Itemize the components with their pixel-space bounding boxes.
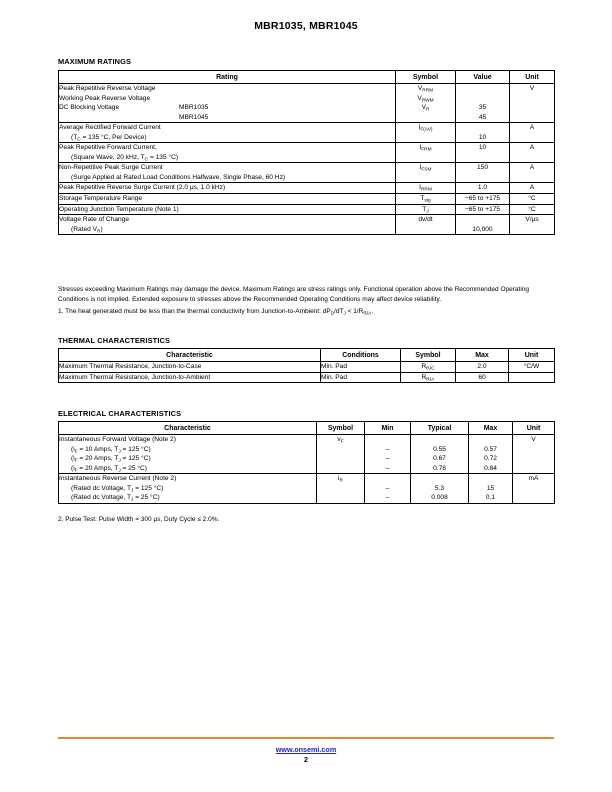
- rating-cell: [59, 84, 396, 123]
- part-label-mbr1035: MBR1035: [179, 104, 209, 112]
- col-header-symbol: Symbol: [317, 422, 365, 435]
- subscript: R: [425, 107, 430, 113]
- value-mbr1045: 45: [478, 113, 487, 121]
- col-header-characteristic: Characteristic: [59, 422, 317, 435]
- subscript: J: [131, 488, 134, 494]
- typical-value: 0.78: [433, 464, 446, 472]
- thermal-characteristics-table: [58, 348, 555, 383]
- symbol-ifav: $I_{F(AV)}$: [418, 124, 433, 133]
- rating-line: Working Peak Reverse Voltage: [59, 94, 151, 102]
- rating-condition: (Rated $V_R$): [71, 225, 103, 234]
- rating-cell: [59, 123, 396, 143]
- table-row: [59, 143, 555, 163]
- subscript: J: [131, 497, 134, 503]
- characteristic-cell: Maximum Thermal Resistance, Junction-to-Case: [59, 362, 321, 373]
- unit-cell: A: [510, 183, 555, 194]
- section-label-electrical-characteristics: ELECTRICAL CHARACTERISTICS: [58, 409, 182, 418]
- col-header-unit: Unit: [510, 71, 555, 84]
- max-value: 15: [486, 484, 495, 492]
- value-text: 10: [478, 133, 487, 141]
- value-cell: −65 to +175: [456, 204, 510, 215]
- subscript: J: [426, 208, 429, 214]
- subscript: stg: [424, 198, 431, 204]
- table-row: [59, 474, 555, 504]
- table-row: [59, 163, 555, 183]
- max-value: 0.57: [484, 445, 497, 453]
- symbol-cell: $i_R$: [317, 474, 365, 504]
- characteristic-condition: (Rated dc Voltage, $T_J = 25$ °C): [71, 494, 160, 503]
- subscript: D: [330, 310, 335, 316]
- symbol-vr: $V_R$: [421, 104, 430, 113]
- col-header-value: Value: [456, 71, 510, 84]
- rating-condition: ($T_C = 135$ °C, Per Device): [71, 133, 147, 143]
- subscript: J: [118, 458, 121, 464]
- characteristic-condition: (Rated dc Voltage, $T_J = 125$ °C): [71, 484, 164, 494]
- unit-cell: °C/W: [509, 362, 555, 373]
- subscript: J: [118, 448, 121, 454]
- note-1: 1. The heat generated must be less than the thermal conductivity from Junction-to-Ambient: $dP_D/dT_J < 1/R_{\theta JA}$.: [58, 308, 374, 316]
- min-cell: [365, 474, 411, 504]
- value-cell: [456, 123, 510, 143]
- note-2-text: 2. Pulse Test: Pulse Width = 300 μs, Duty Cycle ≤ 2.0%.: [58, 516, 220, 523]
- symbol-cell: [396, 84, 456, 123]
- col-header-unit: Unit: [509, 349, 555, 362]
- rating-cell: [59, 143, 396, 163]
- min-value: –: [385, 455, 390, 463]
- typical-value: 0.67: [433, 455, 446, 463]
- unit-cell: V: [513, 435, 555, 474]
- symbol-tstg: $T_{stg}$: [420, 195, 431, 204]
- table-row: [59, 215, 555, 235]
- characteristic-condition: ($i_F = 20$ Amps, $T_J = 25$ °C): [71, 464, 147, 473]
- subscript: θJA: [363, 310, 372, 316]
- max-cell: 2.0: [456, 362, 509, 373]
- table-row: [59, 362, 555, 373]
- symbol-irrm: $I_{RRM}$: [419, 184, 432, 193]
- characteristic-title: Instantaneous Reverse Current (Note 2): [59, 475, 177, 483]
- conditions-cell: Min. Pad: [321, 372, 401, 383]
- col-header-characteristic: Characteristic: [59, 349, 321, 362]
- subscript: F: [74, 467, 78, 473]
- rating-line: [59, 113, 395, 123]
- subscript: J: [343, 310, 346, 316]
- subscript: RWM: [421, 97, 434, 103]
- characteristic-condition: ($i_F = 10$ Amps, $T_J = 125$ °C): [71, 445, 151, 454]
- subscript: F(AV): [420, 127, 433, 133]
- symbol-cell: $R_{\theta JC}$: [401, 362, 456, 373]
- unit-cell: [509, 372, 555, 383]
- characteristic-cell: [59, 435, 317, 474]
- max-cell: [469, 474, 513, 504]
- value-cell: [456, 84, 510, 123]
- col-header-symbol: Symbol: [401, 349, 456, 362]
- table-row: [59, 372, 555, 383]
- characteristic-title: Instantaneous Forward Voltage (Note 2): [59, 436, 176, 443]
- rating-cell: Storage Temperature Range: [59, 194, 396, 205]
- typical-cell: [411, 474, 469, 504]
- col-header-typical: Typical: [411, 422, 469, 435]
- value-cell: −65 to +175: [456, 194, 510, 205]
- unit-cell: A: [510, 143, 555, 163]
- min-cell: [365, 435, 411, 474]
- subscript: C: [144, 157, 149, 163]
- symbol-cell: [396, 194, 456, 205]
- symbol-vrwm: $V_{RWM}$: [417, 94, 434, 103]
- table-header-row: [59, 422, 555, 435]
- symbol-cell: dv/dt: [396, 215, 456, 235]
- stress-note: Stresses exceeding Maximum Ratings may damage the device. Maximum Ratings are stress ratings only. Functional operation above the Recommended Operating Conditions is not implied. Extended exposure to stresses above the Recommended Operating Conditions may affect device reliability.: [58, 286, 529, 303]
- electrical-characteristics-table: [58, 421, 555, 504]
- footer-website-link[interactable]: www.onsemi.com: [275, 745, 337, 754]
- part-label-mbr1045: MBR1045: [179, 113, 209, 121]
- symbol-cell: [396, 123, 456, 143]
- subscript: F: [340, 439, 344, 445]
- symbol-ifrm: $I_{FRM}$: [419, 144, 432, 153]
- subscript: RRM: [421, 187, 432, 193]
- rating-line: Peak Repetitive Reverse Voltage: [59, 85, 156, 92]
- symbol-cell: [396, 204, 456, 215]
- typical-value: 0.008: [431, 494, 448, 502]
- subscript: RRM: [422, 88, 434, 94]
- max-cell: 60: [456, 372, 509, 383]
- typical-value: 5.3: [434, 484, 445, 492]
- characteristic-condition: ($i_F = 20$ Amps, $T_J = 125$ °C): [71, 455, 151, 464]
- min-value: –: [385, 484, 390, 492]
- rating-line: Voltage Rate of Change: [59, 216, 130, 224]
- characteristic-cell: Maximum Thermal Resistance, Junction-to-Ambient: [59, 372, 321, 383]
- section-label-thermal-characteristics: THERMAL CHARACTERISTICS: [58, 336, 171, 345]
- rating-line: [59, 103, 395, 113]
- symbol-cell: [396, 143, 456, 163]
- rating-cell: Peak Repetitive Reverse Surge Current (2.0 μs, 1.0 kHz): [59, 183, 396, 194]
- subscript: C: [77, 137, 81, 143]
- symbol-vrrm: $V_{RRM}$: [417, 85, 434, 94]
- subscript: R: [339, 478, 343, 484]
- max-value: 0.72: [484, 455, 497, 463]
- unit-cell: V/μs: [510, 215, 555, 235]
- col-header-min: Min: [365, 422, 411, 435]
- value-cell: 150: [456, 163, 510, 183]
- value-cell: 10: [456, 143, 510, 163]
- characteristic-cell: [59, 474, 317, 504]
- rating-condition: (Surge Applied at Rated Load Conditions Halfwave, Single Phase, 60 Hz): [71, 173, 286, 181]
- unit-cell: A: [510, 163, 555, 183]
- max-value: 0.84: [484, 464, 497, 472]
- maximum-ratings-table: [58, 70, 555, 235]
- footer-divider: [58, 737, 554, 739]
- table-row: [59, 84, 555, 123]
- symbol-ifsm: $I_{FSM}$: [419, 164, 432, 173]
- subscript: R: [97, 228, 101, 234]
- rating-line: Non-Repetitive Peak Surge Current: [59, 164, 163, 172]
- subscript: FRM: [421, 147, 432, 153]
- table-row: [59, 194, 555, 205]
- col-header-max: Max: [469, 422, 513, 435]
- subscript: θJA: [426, 376, 435, 382]
- unit-cell: V: [510, 84, 555, 123]
- page-title: MBR1035, MBR1045: [254, 20, 358, 32]
- rating-cell: [59, 163, 396, 183]
- min-value: –: [385, 494, 390, 502]
- footer-page-number: 2: [304, 755, 308, 764]
- col-header-max: Max: [456, 349, 509, 362]
- unit-cell: A: [510, 123, 555, 143]
- max-value: 0.1: [485, 494, 496, 502]
- unit-cell: mA: [513, 474, 555, 504]
- section-label-maximum-ratings: MAXIMUM RATINGS: [58, 57, 132, 66]
- rating-line-text: DC Blocking Voltage: [59, 104, 120, 112]
- subscript: F: [74, 458, 78, 464]
- col-header-symbol: Symbol: [396, 71, 456, 84]
- symbol-cell: [396, 183, 456, 194]
- table-header-row: [59, 71, 555, 84]
- table-row: [59, 123, 555, 143]
- subscript: FSM: [421, 167, 432, 173]
- subscript: θJC: [426, 366, 435, 372]
- max-cell: [469, 435, 513, 474]
- table-row: [59, 435, 555, 474]
- symbol-cell: [396, 163, 456, 183]
- subscript: J: [118, 467, 121, 473]
- typical-value: 0.55: [433, 445, 446, 453]
- value-mbr1035: 35: [478, 104, 487, 111]
- table-row: [59, 183, 555, 194]
- subscript: F: [74, 448, 78, 454]
- col-header-unit: Unit: [513, 422, 555, 435]
- min-value: –: [385, 445, 390, 453]
- conditions-cell: Min. Pad: [321, 362, 401, 373]
- col-header-conditions: Conditions: [321, 349, 401, 362]
- value-cell: [456, 215, 510, 235]
- rating-condition: (Square Wave, 20 kHz, $T_C = 135$ °C): [71, 153, 179, 163]
- symbol-tj: $T_J$: [422, 205, 429, 214]
- value-cell: 1.0: [456, 183, 510, 194]
- col-header-rating: Rating: [59, 71, 396, 84]
- electrical-note-2: [58, 515, 558, 525]
- table-header-row: [59, 349, 555, 362]
- typical-cell: [411, 435, 469, 474]
- table-row: [59, 204, 555, 215]
- symbol-cell: $R_{\theta JA}$: [401, 372, 456, 383]
- symbol-cell: $v_F$: [317, 435, 365, 474]
- value-text: 10,000: [472, 225, 493, 233]
- rating-line: Peak Repetitive Forward Current,: [59, 144, 157, 152]
- unit-cell: °C: [510, 204, 555, 215]
- rating-cell: [59, 215, 396, 235]
- min-value: –: [385, 464, 390, 472]
- unit-cell: °C: [510, 194, 555, 205]
- rating-line: Average Rectified Forward Current: [59, 124, 161, 132]
- rating-cell: Operating Junction Temperature (Note 1): [59, 204, 396, 215]
- maximum-ratings-notes: [58, 285, 558, 317]
